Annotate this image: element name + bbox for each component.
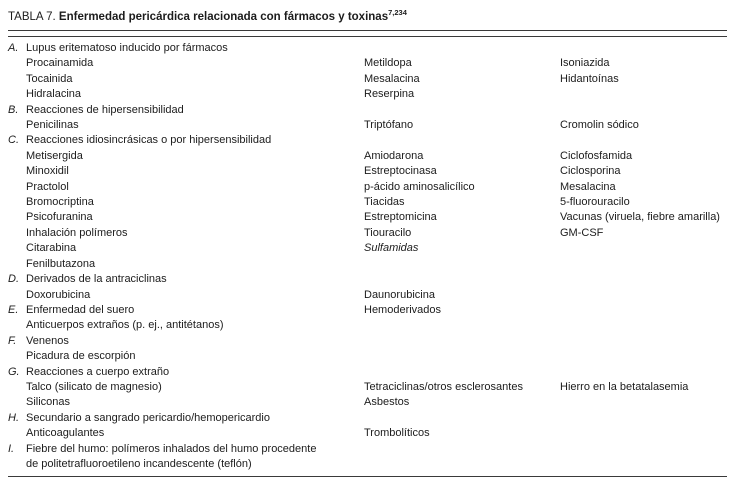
drug-name-col3 — [560, 457, 727, 472]
section-letter — [8, 149, 26, 164]
section-letter: G. — [8, 365, 20, 378]
section-label: Secundario a sangrado pericardio/hemopericardio — [26, 411, 270, 424]
top-rule-lower — [8, 36, 727, 37]
section-label: Enfermedad del suero — [26, 303, 135, 316]
section-letter — [8, 395, 26, 410]
section-label: Venenos — [26, 334, 69, 347]
item-row — [8, 210, 727, 225]
section-letter — [8, 118, 26, 133]
section-row — [8, 272, 727, 287]
drug-name-col3 — [560, 241, 727, 256]
drug-name-col3: Ciclosporina — [560, 165, 621, 178]
item-row — [8, 457, 727, 472]
item-row — [8, 195, 727, 210]
drug-name-col2 — [364, 334, 560, 349]
section-letter — [8, 195, 26, 210]
item-row — [8, 380, 727, 395]
drug-name-col1: Practolol — [26, 180, 69, 193]
item-row — [8, 257, 727, 272]
item-row — [8, 118, 727, 133]
drug-name-col2: Reserpina — [364, 88, 415, 101]
drug-name-col2: Sulfamidas — [364, 242, 419, 255]
drug-name-col2: Metildopa — [364, 57, 412, 70]
section-row — [8, 103, 727, 118]
drug-name-col3 — [560, 411, 727, 426]
drug-name-col2 — [364, 365, 560, 380]
drug-name-col3 — [560, 87, 727, 102]
drug-toxin-table — [8, 41, 727, 472]
drug-name-col3: Isoniazida — [560, 57, 610, 70]
section-label: Fiebre del humo: polímeros inhalados del humo procedente — [26, 442, 317, 455]
drug-name-col1: Hidralacina — [26, 88, 82, 101]
drug-name-col1: Inhalación polímeros — [26, 226, 128, 239]
drug-name-col3 — [560, 334, 727, 349]
drug-name-col3: 5-fluorouracilo — [560, 196, 630, 209]
section-letter — [8, 226, 26, 241]
drug-name-col2 — [364, 103, 560, 118]
drug-name-col1: Picadura de escorpión — [26, 350, 136, 363]
table-caption: Enfermedad pericárdica relacionada con fármacos y toxinas — [55, 11, 389, 23]
drug-name-col2: Hemoderivados — [364, 303, 442, 316]
table-title — [8, 8, 727, 30]
section-label: Reacciones idiosincrásicas o por hipersensibilidad — [26, 134, 272, 147]
item-row — [8, 56, 727, 71]
section-row — [8, 442, 727, 457]
drug-name-col2 — [364, 457, 560, 472]
drug-name-col3 — [560, 303, 727, 318]
section-letter — [8, 349, 26, 364]
drug-name-col2 — [364, 349, 560, 364]
drug-name-col3 — [560, 288, 727, 303]
drug-name-col1: Doxorubicina — [26, 288, 91, 301]
drug-name-col3 — [560, 395, 727, 410]
section-letter — [8, 180, 26, 195]
drug-name-col3 — [560, 349, 727, 364]
item-row — [8, 149, 727, 164]
drug-name-col2 — [364, 272, 560, 287]
section-letter: E. — [8, 303, 19, 316]
section-letter — [8, 426, 26, 441]
item-row — [8, 72, 727, 87]
drug-name-col1: Metisergida — [26, 149, 83, 162]
item-row — [8, 180, 727, 195]
section-letter — [8, 241, 26, 256]
drug-name-col1: Anticuerpos extraños (p. ej., antitétanos) — [26, 319, 224, 332]
item-row — [8, 395, 727, 410]
drug-name-col2: Trombolíticos — [364, 427, 430, 440]
section-letter: D. — [8, 273, 19, 286]
section-letter — [8, 210, 26, 225]
drug-name-col3 — [560, 426, 727, 441]
section-letter — [8, 318, 26, 333]
section-letter: C. — [8, 134, 19, 147]
section-letter — [8, 72, 26, 87]
section-label: Derivados de la antraciclinas — [26, 273, 167, 286]
drug-name-col2 — [364, 41, 560, 56]
drug-name-col2: Triptófano — [364, 119, 414, 132]
section-label: Reacciones de hipersensibilidad — [26, 103, 184, 116]
drug-name-col2 — [364, 318, 560, 333]
drug-table-body — [8, 41, 727, 472]
reference-superscript: 7,234 — [388, 8, 407, 18]
item-row — [8, 288, 727, 303]
section-row — [8, 133, 727, 148]
section-row — [8, 334, 727, 349]
section-letter: H. — [8, 411, 19, 424]
drug-name-col2: Tiacidas — [364, 196, 405, 209]
drug-name-col3: Hidantoínas — [560, 72, 619, 85]
drug-name-col1: Minoxidil — [26, 165, 69, 178]
section-letter — [8, 380, 26, 395]
drug-name-col3 — [560, 365, 727, 380]
drug-name-col2 — [364, 442, 560, 457]
drug-name-col3 — [560, 442, 727, 457]
drug-name-col2: Estreptomicina — [364, 211, 437, 224]
drug-name-col2: p-ácido aminosalicílico — [364, 180, 475, 193]
drug-name-col2: Daunorubicina — [364, 288, 435, 301]
drug-name-col1: Procainamida — [26, 57, 94, 70]
item-row — [8, 349, 727, 364]
drug-name-col3: Ciclofosfamida — [560, 149, 633, 162]
drug-name-col2: Tiouracilo — [364, 226, 412, 239]
bottom-rule — [8, 476, 727, 477]
drug-name-col3: Mesalacina — [560, 180, 616, 193]
drug-name-col3 — [560, 272, 727, 287]
drug-name-col2 — [364, 257, 560, 272]
drug-name-col3 — [560, 41, 727, 56]
section-row — [8, 303, 727, 318]
drug-name-col2: Amiodarona — [364, 149, 424, 162]
drug-name-col1: Fenilbutazona — [26, 257, 96, 270]
section-letter — [8, 87, 26, 102]
section-row — [8, 411, 727, 426]
section-letter — [8, 257, 26, 272]
item-row — [8, 87, 727, 102]
item-row — [8, 241, 727, 256]
section-letter — [8, 164, 26, 179]
drug-name-col2: Tetraciclinas/otros esclerosantes — [364, 380, 523, 393]
drug-name-col3: Vacunas (viruela, fiebre amarilla) — [560, 211, 720, 224]
section-letter — [8, 457, 26, 472]
drug-name-col2 — [364, 411, 560, 426]
drug-name-col1: Tocainida — [26, 72, 73, 85]
drug-name-col1: Psicofuranina — [26, 211, 93, 224]
drug-name-col1: Penicilinas — [26, 119, 79, 132]
drug-name-col3 — [560, 318, 727, 333]
drug-name-col1: Bromocriptina — [26, 196, 94, 209]
drug-name-col3 — [560, 257, 727, 272]
drug-name-col3 — [560, 133, 727, 148]
drug-name-col1: de politetrafluoroetileno incandescente (teflón) — [26, 457, 252, 470]
drug-name-col2 — [364, 133, 560, 148]
section-letter — [8, 56, 26, 71]
drug-name-col1: Talco (silicato de magnesio) — [26, 380, 162, 393]
table-number: TABLA 7. — [8, 11, 56, 23]
section-letter: I. — [8, 442, 15, 455]
item-row — [8, 226, 727, 241]
drug-name-col2: Estreptocinasa — [364, 165, 437, 178]
drug-name-col3: Cromolin sódico — [560, 119, 639, 132]
drug-name-col2: Mesalacina — [364, 72, 420, 85]
drug-name-col3 — [560, 103, 727, 118]
drug-name-col1: Siliconas — [26, 396, 71, 409]
section-label: Reacciones a cuerpo extraño — [26, 365, 170, 378]
item-row — [8, 318, 727, 333]
item-row — [8, 426, 727, 441]
section-label: Lupus eritematoso inducido por fármacos — [26, 42, 228, 54]
drug-name-col1: Citarabina — [26, 242, 77, 255]
drug-name-col3: Hierro en la betatalasemia — [560, 380, 689, 393]
section-row — [8, 365, 727, 380]
section-row — [8, 41, 727, 56]
section-letter: B. — [8, 103, 19, 116]
drug-name-col2: Asbestos — [364, 396, 410, 409]
section-letter: F. — [8, 334, 17, 347]
section-letter — [8, 288, 26, 303]
drug-name-col1: Anticoagulantes — [26, 427, 105, 440]
section-letter: A. — [8, 42, 19, 54]
drug-name-col3: GM-CSF — [560, 226, 604, 239]
item-row — [8, 164, 727, 179]
